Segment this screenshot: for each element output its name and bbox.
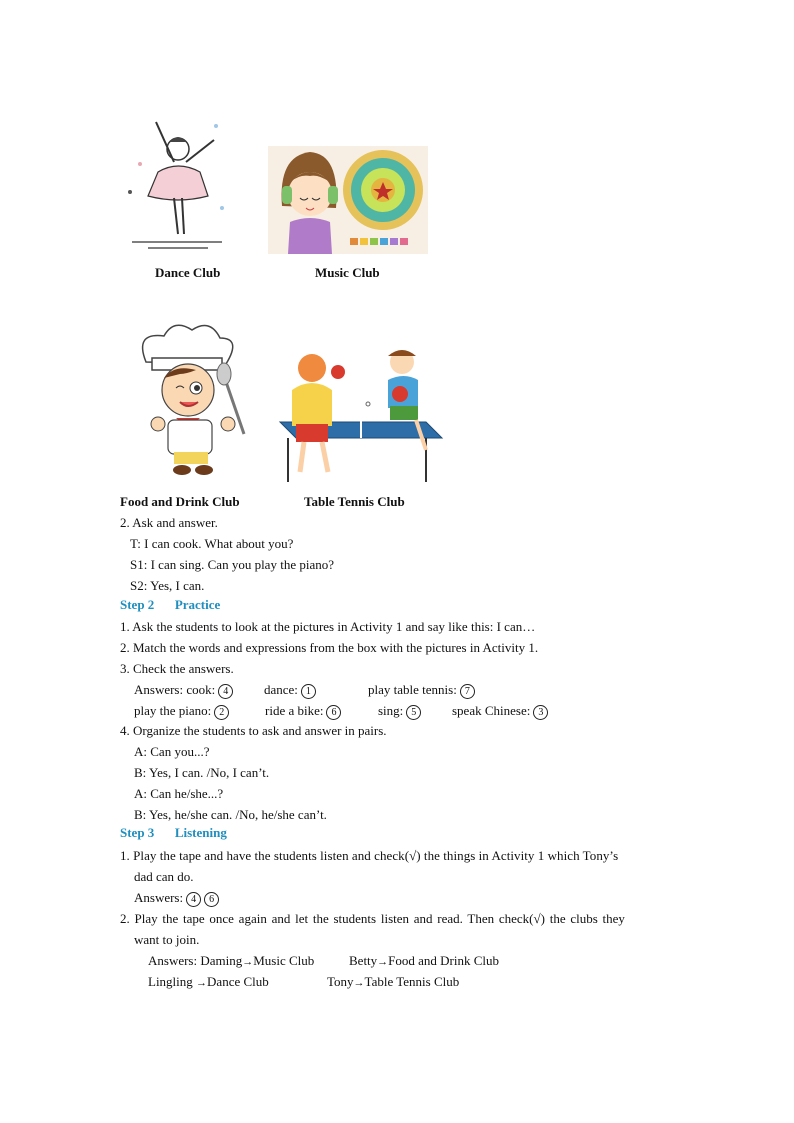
answers-sing — [378, 700, 421, 721]
step2-item: 1. Ask the students to look at the pictures in Activity 1 and say like this: I can… — [120, 619, 536, 634]
answer-label: play table tennis: — [368, 682, 457, 697]
answers-chinese — [452, 700, 548, 721]
answer-number: 5 — [406, 705, 421, 720]
table-tennis-image — [276, 346, 446, 486]
answer-number: 2 — [214, 705, 229, 720]
answer-pair-lingling — [148, 971, 269, 994]
answer-label: ride a bike: — [265, 703, 324, 718]
arrow-icon: → — [242, 956, 254, 968]
caption-food-drink-club: Food and Drink Club — [120, 494, 240, 509]
answers-table-tennis — [368, 679, 475, 700]
pair-name: Tony — [327, 974, 354, 989]
dialog-line: A: Can he/she...? — [134, 786, 224, 801]
answers-label: Answers: — [148, 953, 198, 968]
chef-boy-image — [124, 316, 256, 478]
step2-name: Practice — [174, 597, 221, 612]
dialog-line: S1: I can sing. Can you play the piano? — [130, 557, 334, 572]
pair-club: Music Club — [253, 953, 315, 968]
caption-dance-club: Dance Club — [155, 265, 221, 280]
step3-item-cont: dad can do. — [134, 869, 194, 884]
pair-name: Daming — [200, 953, 243, 968]
pair-club: Food and Drink Club — [388, 953, 500, 968]
answer-number: 6 — [204, 892, 219, 907]
caption-music-club: Music Club — [315, 265, 380, 280]
step2-label: Step 2 — [120, 597, 155, 612]
dialog-line: S2: Yes, I can. — [130, 578, 205, 593]
step2-item: 4. Organize the students to ask and answer in pairs. — [120, 723, 387, 738]
answers-dance — [264, 679, 316, 700]
step2-item: 3. Check the answers. — [120, 661, 234, 676]
step3-item-cont: want to join. — [134, 932, 200, 947]
answer-label: speak Chinese: — [452, 703, 531, 718]
pair-name: Betty — [349, 953, 378, 968]
answer-pair-tony — [327, 971, 459, 994]
arrow-icon: → — [377, 956, 389, 968]
answer-pair-daming — [148, 950, 314, 973]
answers-listening — [134, 887, 219, 908]
pair-name: Lingling — [148, 974, 193, 989]
answers-piano — [134, 700, 229, 721]
answer-number: 4 — [218, 684, 233, 699]
answers-bike — [265, 700, 341, 721]
answer-number: 7 — [460, 684, 475, 699]
answers-label: Answers: — [134, 890, 184, 905]
dialog-line: B: Yes, I can. /No, I can’t. — [134, 765, 270, 780]
answer-number: 6 — [326, 705, 341, 720]
step3-name: Listening — [174, 825, 227, 840]
dialog-line: A: Can you...? — [134, 744, 210, 759]
step2-item: 2. Match the words and expressions from the box with the pictures in Activity 1. — [120, 640, 539, 655]
arrow-icon: → — [196, 977, 208, 989]
ballet-dancer-image — [118, 104, 236, 254]
answer-label: play the piano: — [134, 703, 212, 718]
step3-heading — [120, 825, 227, 841]
pair-club: Dance Club — [207, 974, 269, 989]
dialog-line: B: Yes, he/she can. /No, he/she can’t. — [134, 807, 327, 822]
step2-heading — [120, 597, 220, 613]
answers-cook — [134, 679, 233, 700]
step3-label: Step 3 — [120, 825, 155, 840]
pair-club: Table Tennis Club — [364, 974, 460, 989]
step3-item: 1. Play the tape and have the students listen and check(√) the things in Activity 1 which Tony’s — [120, 848, 619, 863]
answers-prefix: Answers: cook: — [134, 682, 216, 697]
answer-number: 1 — [301, 684, 316, 699]
answer-number: 4 — [186, 892, 201, 907]
caption-table-tennis-club: Table Tennis Club — [304, 494, 405, 509]
music-girl-image — [268, 146, 428, 254]
dialog-line: T: I can cook. What about you? — [130, 536, 294, 551]
answer-number: 3 — [533, 705, 548, 720]
step3-item: 2. Play the tape once again and let the students listen and read. Then check(√) the clubs they — [120, 911, 625, 926]
answer-pair-betty — [349, 950, 499, 973]
arrow-icon: → — [353, 977, 365, 989]
section-ask-answer-title: 2. Ask and answer. — [120, 515, 218, 530]
answer-label: dance: — [264, 682, 298, 697]
answer-label: sing: — [378, 703, 404, 718]
